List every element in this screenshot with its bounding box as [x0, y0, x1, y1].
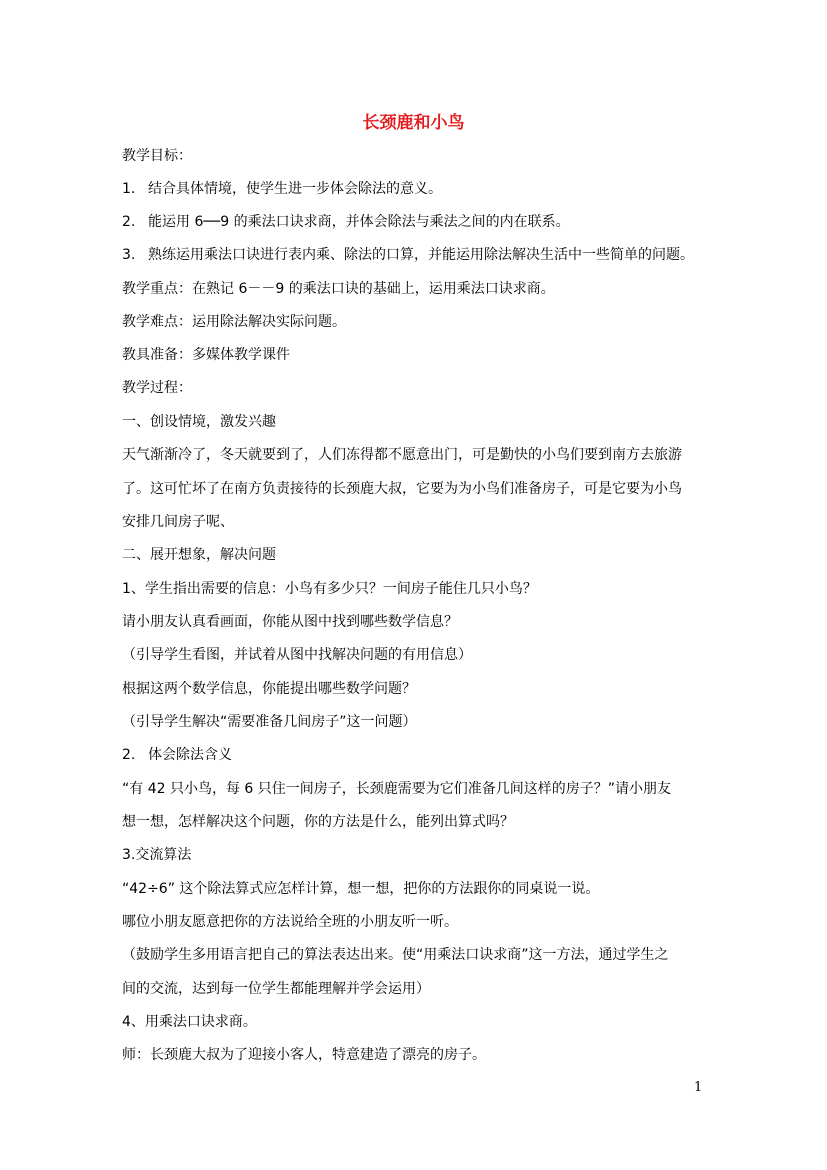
materials: 教具准备：多媒体教学课件 [122, 347, 290, 363]
page-number: 1 [694, 1080, 703, 1095]
objective-text: 能运用 6──9 的乘法口诀求商，并体会除法与乘法之间的内在联系。 [148, 214, 570, 230]
difficulty: 教学难点：运用除法解决实际问题。 [122, 314, 346, 330]
document-title: 长颈鹿和小鸟 [362, 113, 465, 133]
step-note: （引导学生看图，并试着从图中找解决问题的有用信息） [122, 647, 472, 663]
section-heading: 二、展开想象，解决问题 [122, 547, 276, 563]
step-note: （引导学生解决“需要准备几间房子”这一问题） [122, 714, 417, 730]
step-note: 间的交流，达到每一位学生都能理解并学会运用） [122, 981, 430, 997]
step-line: 1、学生指出需要的信息：小鸟有多少只？一间房子能住几只小鸟？ [122, 581, 537, 597]
story-line: 天气渐渐冷了，冬天就要到了，人们冻得都不愿意出门，可是勤快的小鸟们要到南方去旅游 [122, 447, 682, 463]
key-point: 教学重点：在熟记 6－－9 的乘法口诀的基础上，运用乘法口诀求商。 [122, 281, 555, 297]
objectives-heading: 教学目标： [122, 148, 192, 164]
step-line: 想一想，怎样解决这个问题，你的方法是什么，能列出算式吗？ [122, 814, 514, 830]
objective-text: 结合具体情境，使学生进一步体会除法的意义。 [148, 181, 442, 197]
objective-item [122, 245, 722, 265]
step-line: “42÷6” 这个除法算式应怎样计算，想一想，把你的方法跟你的同桌说一说。 [122, 881, 600, 897]
step-note: （鼓励学生多用语言把自己的算法表达出来。使“用乘法口诀求商”这一方法，通过学生之 [122, 947, 669, 963]
step-line: 哪位小朋友愿意把你的方法说给全班的小朋友听一听。 [122, 914, 458, 930]
objective-text: 熟练运用乘法口诀进行表内乘、除法的口算，并能运用除法解决生活中一些简单的问题。 [148, 247, 694, 263]
objective-number: 1. [122, 181, 136, 197]
story-line: 了。这可忙坏了在南方负责接待的长颈鹿大叔，它要为为小鸟们准备房子，可是它要为小鸟 [122, 481, 682, 497]
step-heading: 4、用乘法口诀求商。 [122, 1014, 257, 1030]
step-line: 根据这两个数学信息，你能提出哪些数学问题？ [122, 681, 416, 697]
teacher-line: 师：长颈鹿大叔为了迎接小客人，特意建造了漂亮的房子。 [122, 1047, 486, 1063]
objective-number: 2. [122, 214, 136, 230]
step-line: “有 42 只小鸟，每 6 只住一间房子，长颈鹿需要为它们准备几间这样的房子？”请小朋友 [122, 781, 672, 797]
objective-number: 3. [122, 247, 136, 263]
step-heading-text: 体会除法含义 [148, 747, 232, 763]
step-line: 请小朋友认真看画面，你能从图中找到哪些数学信息？ [122, 614, 458, 630]
step-heading [122, 745, 722, 765]
process-heading: 教学过程： [122, 380, 192, 396]
story-line: 安排几间房子呢、 [122, 514, 234, 530]
objective-item [122, 179, 722, 199]
step-number: 2. [122, 747, 136, 763]
section-heading: 一、创设情境，激发兴趣 [122, 414, 276, 430]
step-heading: 3.交流算法 [122, 847, 192, 863]
objective-item [122, 212, 722, 232]
